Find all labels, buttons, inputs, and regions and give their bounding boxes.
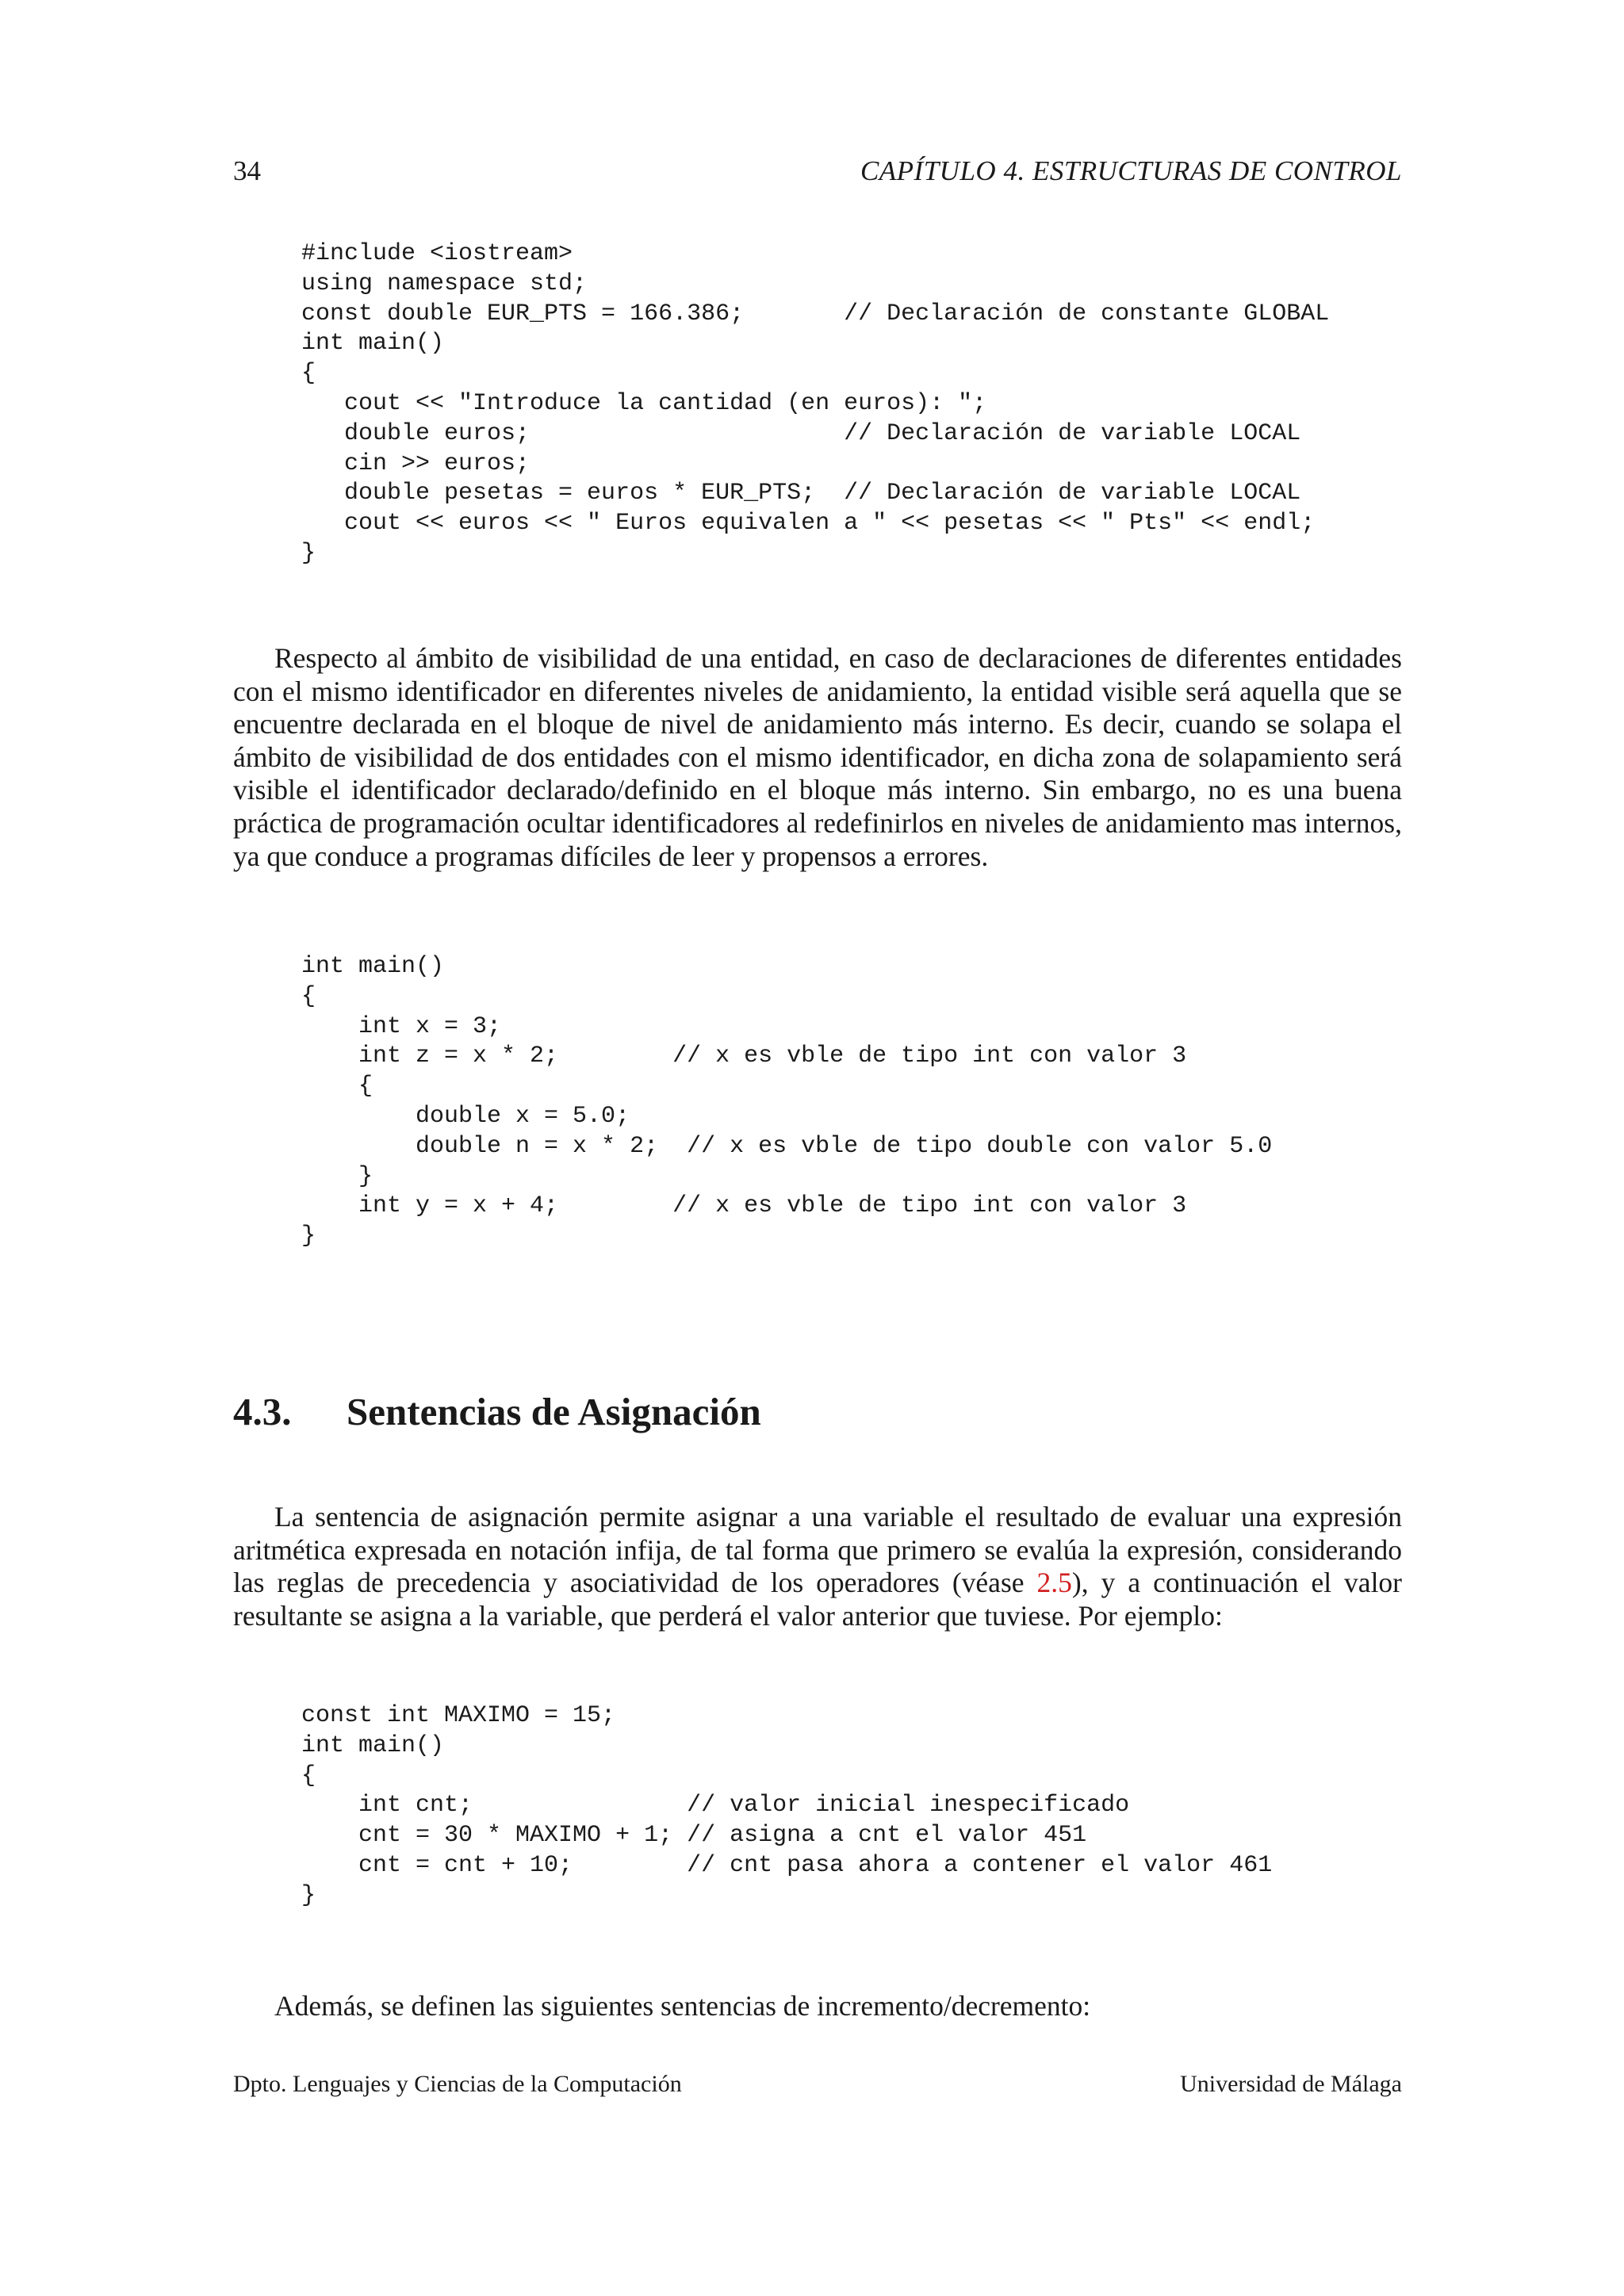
code-line: double euros; // Declaración de variable LOCAL xyxy=(301,419,1301,447)
code-line: int y = x + 4; // x es vble de tipo int con valor 3 xyxy=(301,1192,1187,1220)
footer-university: Universidad de Málaga xyxy=(1180,2071,1402,2097)
code-block-3 xyxy=(301,1701,1272,1911)
paragraph-scope xyxy=(233,642,1402,873)
code-line: double n = x * 2; // x es vble de tipo double con valor 5.0 xyxy=(301,1132,1273,1160)
code-line: int x = 3; xyxy=(301,1012,502,1040)
code-line: cin >> euros; xyxy=(301,450,530,477)
running-header xyxy=(233,155,1402,195)
code-line: cout << euros << " Euros equivalen a " << pesetas << " Pts" << endl; xyxy=(301,510,1316,538)
code-line: const double EUR_PTS = 166.386; // Declaración de constante GLOBAL xyxy=(301,300,1330,327)
code-line: { xyxy=(301,1762,316,1789)
code-line: int main() xyxy=(301,953,445,980)
code-line: cnt = 30 * MAXIMO + 1; // asigna a cnt el valor 451 xyxy=(301,1822,1087,1850)
cross-reference-link[interactable]: 2.5 xyxy=(1036,1567,1072,1599)
paragraph-assignment-text: La sentencia de asignación permite asignar a una variable el resultado de evaluar una expresión aritmética expresada en notación infija, de tal forma que primero se evalúa la expresión, considerando las reglas de precedencia y asociatividad de los operadores (véase xyxy=(233,1501,1402,1599)
code-line: double pesetas = euros * EUR_PTS; // Declaración de variable LOCAL xyxy=(301,480,1301,507)
code-line: const int MAXIMO = 15; xyxy=(301,1702,616,1729)
paragraph-assignment-text-end: ), y a continuación el valor resultante se asigna a la variable, que perderá el valor anterior que tuviese. Por ejemplo: xyxy=(233,1567,1402,1632)
code-line: double x = 5.0; xyxy=(301,1102,630,1130)
paragraph-increment-text: Además, se definen las siguientes sentencias de incremento/decremento: xyxy=(274,1990,1091,2022)
page-number: 34 xyxy=(233,155,261,186)
code-line: } xyxy=(301,539,316,567)
code-line: { xyxy=(301,360,316,388)
code-line: cout << "Introduce la cantidad (en euros): "; xyxy=(301,389,987,417)
section-number: 4.3. xyxy=(233,1390,292,1433)
code-line: { xyxy=(301,982,316,1010)
code-line: cnt = cnt + 10; // cnt pasa ahora a contener el valor 461 xyxy=(301,1851,1273,1879)
page-footer xyxy=(233,2071,1402,2103)
footer-department: Dpto. Lenguajes y Ciencias de la Computación xyxy=(233,2071,682,2097)
code-line: } xyxy=(301,1881,316,1909)
paragraph-increment xyxy=(233,1990,1402,2023)
code-line: int z = x * 2; // x es vble de tipo int con valor 3 xyxy=(301,1043,1187,1070)
code-block-2 xyxy=(301,952,1272,1252)
code-line: int main() xyxy=(301,330,445,358)
paragraph-scope-text: Respecto al ámbito de visibilidad de una entidad, en caso de declaraciones de diferentes entidades con el mismo identificador en diferentes niveles de anidamiento, la entidad visible será aquella que se encuentre declarada en el bloque de nivel de anidamiento más interno. Es decir, cuando se solapa el ámbito de visibilidad de dos entidades con el mismo identificador, en dicha zona de solapamiento será visible el identificador declarado/definido en el bloque más interno. Sin embargo, no es una buena práctica de programación ocultar identificadores al redefinirlos en niveles de anidamiento mas internos, ya que conduce a programas difíciles de leer y propensos a errores. xyxy=(233,642,1402,872)
section-heading xyxy=(233,1389,761,1434)
chapter-title: CAPÍTULO 4. ESTRUCTURAS DE CONTROL xyxy=(860,155,1402,186)
code-line: } xyxy=(301,1162,373,1190)
code-line: using namespace std; xyxy=(301,270,588,297)
code-line: #include <iostream> xyxy=(301,240,573,267)
section-title: Sentencias de Asignación xyxy=(347,1390,761,1433)
paragraph-assignment xyxy=(233,1501,1402,1632)
code-block-1 xyxy=(301,239,1329,569)
code-line: } xyxy=(301,1223,316,1250)
code-line: int cnt; // valor inicial inespecificado xyxy=(301,1792,1130,1820)
code-line: { xyxy=(301,1073,373,1100)
code-line: int main() xyxy=(301,1732,445,1759)
